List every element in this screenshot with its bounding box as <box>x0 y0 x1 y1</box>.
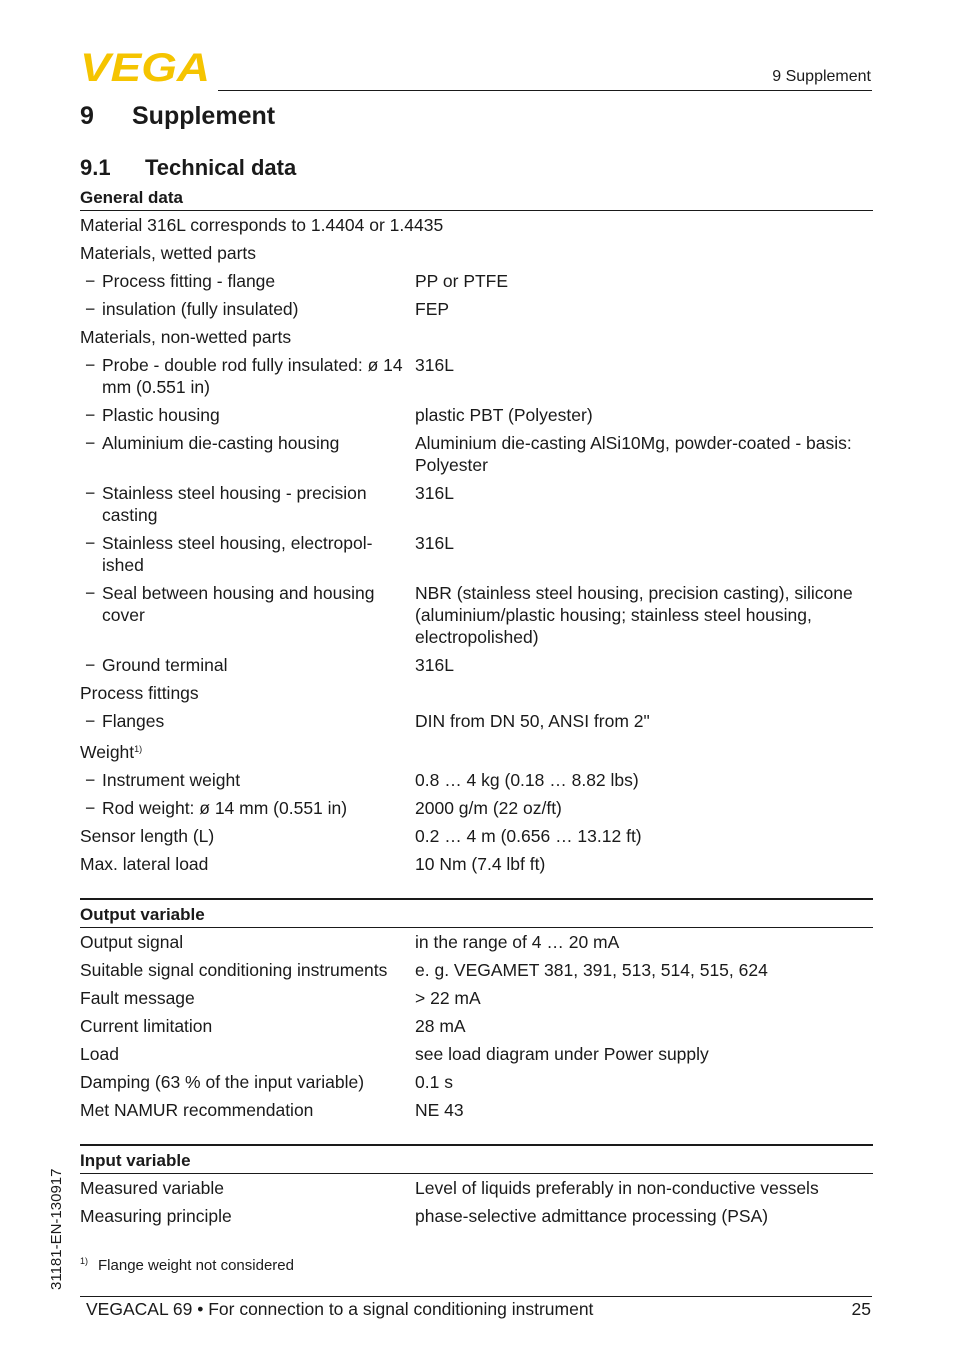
table-row <box>80 579 873 651</box>
row-value: NBR (stainless steel housing, precision casting), silicone (aluminium/plastic housing; stainless steel housing, electropolished) <box>415 583 853 647</box>
row-label: Measured variable <box>80 1178 224 1198</box>
row-value: Level of liquids preferably in non-conductive vessels <box>415 1178 819 1198</box>
row-value: NE 43 <box>415 1100 464 1120</box>
general-data-block <box>80 185 873 878</box>
row-label: Sensor length (L) <box>80 826 215 846</box>
table-row <box>80 956 873 984</box>
input-variable-block <box>80 1144 873 1230</box>
row-label: Fault message <box>80 988 195 1008</box>
running-header: 9 Supplement <box>772 68 871 85</box>
row-value: see load diagram under Power supply <box>415 1044 709 1064</box>
row-value: 2000 g/m (22 oz/ft) <box>415 798 562 818</box>
table-row <box>80 679 873 707</box>
footnote-mark: 1) <box>80 1256 89 1266</box>
table-row <box>80 794 873 822</box>
row-label: Met NAMUR recommendation <box>80 1100 314 1120</box>
section-title: Technical data <box>145 155 297 180</box>
row-value: FEP <box>415 299 450 319</box>
table-row <box>80 707 873 735</box>
vega-logo <box>80 50 212 84</box>
input-variable-heading: Input variable <box>80 1144 873 1174</box>
group-label: Materials, non-wetted parts <box>80 327 292 347</box>
row-label: − Stainless steel housing - precision casting <box>80 482 415 526</box>
footnote <box>80 1256 294 1274</box>
row-label: Damping (63 % of the input variable) <box>80 1072 365 1092</box>
row-label: − Aluminium die-casting housing <box>80 432 415 476</box>
group-label: Materials, wetted parts <box>80 243 257 263</box>
table-row <box>80 267 873 295</box>
table-row <box>80 928 873 956</box>
table-row <box>80 479 873 529</box>
table-row <box>80 766 873 794</box>
table-row <box>80 850 873 878</box>
table-row <box>80 1174 873 1202</box>
chapter-heading <box>80 102 275 131</box>
row-label: − Rod weight: ø 14 mm (0.551 in) <box>80 797 415 819</box>
footer-rule <box>80 1296 872 1297</box>
table-row <box>80 984 873 1012</box>
row-label: Load <box>80 1044 119 1064</box>
row-label: Output signal <box>80 932 184 952</box>
table-row <box>80 822 873 850</box>
material-note: Material 316L corresponds to 1.4404 or 1.4435 <box>80 215 444 235</box>
row-label: − Instrument weight <box>80 769 415 791</box>
table-row <box>80 239 873 267</box>
row-value: > 22 mA <box>415 988 481 1008</box>
footnote-ref: 1) <box>134 744 143 754</box>
row-value: Aluminium die-casting AlSi10Mg, powder-coated - basis: Polyester <box>415 433 852 475</box>
table-row <box>80 1012 873 1040</box>
footer-title: VEGACAL 69 • For connection to a signal conditioning instrument <box>86 1299 594 1319</box>
table-row <box>80 1068 873 1096</box>
row-value: 316L <box>415 483 454 503</box>
row-value: 0.2 … 4 m (0.656 … 13.12 ft) <box>415 826 642 846</box>
row-value: 316L <box>415 533 454 553</box>
row-label: Max. lateral load <box>80 854 209 874</box>
table-row <box>80 735 873 766</box>
row-label: − insulation (fully insulated) <box>80 298 415 320</box>
header-rule <box>218 90 872 91</box>
table-row <box>80 1096 873 1124</box>
row-value: 0.1 s <box>415 1072 453 1092</box>
weight-label: Weight <box>80 742 135 762</box>
table-row <box>80 651 873 679</box>
row-label: Current limitation <box>80 1016 213 1036</box>
group-label <box>80 738 142 763</box>
chapter-number: 9 <box>80 102 94 130</box>
table-row <box>80 529 873 579</box>
output-variable-heading: Output variable <box>80 898 873 928</box>
page-number: 25 <box>851 1299 871 1319</box>
group-label: Process fittings <box>80 683 199 703</box>
row-value: PP or PTFE <box>415 271 509 291</box>
row-value: phase-selective admittance processing (PSA) <box>415 1206 769 1226</box>
output-variable-block <box>80 898 873 1124</box>
row-label: − Plastic housing <box>80 404 415 426</box>
row-label: − Process fitting - flange <box>80 270 415 292</box>
table-row <box>80 211 873 239</box>
general-data-heading: General data <box>80 185 873 211</box>
document-id: 31181-EN-130917 <box>48 1168 65 1290</box>
row-value: e. g. VEGAMET 381, 391, 513, 514, 515, 624 <box>415 960 768 980</box>
row-label: − Flanges <box>80 710 415 732</box>
svg-text:VEGA: VEGA <box>80 50 210 84</box>
row-value: 10 Nm (7.4 lbf ft) <box>415 854 546 874</box>
row-value: DIN from DN 50, ANSI from 2" <box>415 711 650 731</box>
row-label: − Probe - double rod fully insulated: ø 14 mm (0.551 in) <box>80 354 415 398</box>
table-row <box>80 401 873 429</box>
table-row <box>80 295 873 323</box>
row-value: 0.8 … 4 kg (0.18 … 8.82 lbs) <box>415 770 639 790</box>
row-value: 316L <box>415 355 454 375</box>
row-label: Suitable signal conditioning instruments <box>80 960 388 980</box>
table-row <box>80 1040 873 1068</box>
table-row <box>80 1202 873 1230</box>
footnote-text: Flange weight not considered <box>98 1257 294 1274</box>
row-value: 28 mA <box>415 1016 466 1036</box>
table-row <box>80 323 873 351</box>
row-label: − Seal between housing and housing cover <box>80 582 415 648</box>
row-label: − Ground terminal <box>80 654 415 676</box>
table-row <box>80 429 873 479</box>
row-label: Measuring principle <box>80 1206 232 1226</box>
table-row <box>80 351 873 401</box>
tech-data-content <box>80 185 873 1250</box>
section-number: 9.1 <box>80 155 111 180</box>
row-label: − Stainless steel housing, electropol- ished <box>80 532 415 576</box>
row-value: in the range of 4 … 20 mA <box>415 932 620 952</box>
section-heading <box>80 155 296 181</box>
row-value: 316L <box>415 655 454 675</box>
chapter-title: Supplement <box>132 102 276 130</box>
row-value: plastic PBT (Polyester) <box>415 405 593 425</box>
